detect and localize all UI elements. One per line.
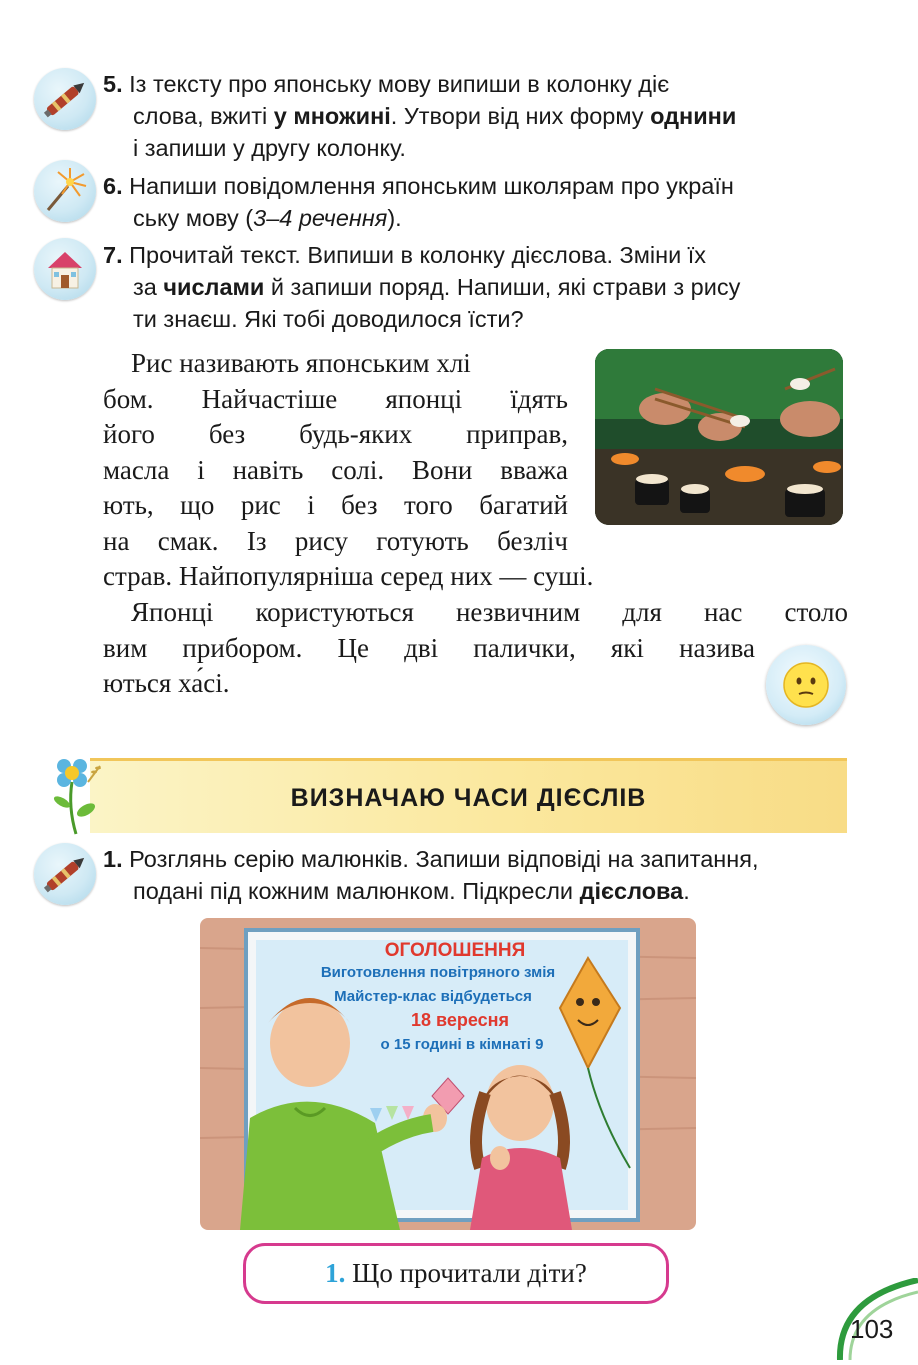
- poster-line: о 15 годині в кімнаті 9: [380, 1036, 544, 1053]
- italic-text: 3–4 речення: [253, 205, 388, 231]
- task-number: 6.: [103, 173, 123, 199]
- task-5: [103, 68, 848, 164]
- pen-task-icon: [34, 843, 96, 905]
- poster-line: 18 вересня: [410, 1010, 509, 1030]
- task-text: Розглянь серію малюнків. Запиши відповіді на запитання,: [129, 846, 759, 872]
- reading-line: Японці користуються незвичним для нас столо: [131, 597, 848, 627]
- poster-line: Майстер-клас відбудеться: [334, 988, 532, 1005]
- poster-line: Виготовлення повітряного змія: [320, 964, 556, 981]
- emphasis-text: числами: [163, 274, 265, 300]
- task-text: ську мову (: [133, 205, 254, 231]
- task-text: ).: [387, 205, 402, 231]
- task-text: Напиши повідомлення японським школярам про україн: [129, 173, 734, 199]
- poster-title: ОГОЛОШЕННЯ: [384, 940, 526, 961]
- task-text: за: [133, 274, 164, 300]
- task-text: слова, вжиті: [133, 103, 274, 129]
- house-task-icon: [34, 238, 96, 300]
- question-text: Що прочитали діти?: [352, 1258, 587, 1288]
- task-number: 5.: [103, 71, 123, 97]
- task-text: і запиши у другу колонку.: [133, 135, 406, 161]
- reading-paragraph-2: [103, 595, 848, 702]
- task-text: .: [683, 878, 690, 904]
- task-text: подані під кожним малюнком. Підкресли: [133, 878, 580, 904]
- reading-line: масла і навіть солі. Вони вважа: [103, 454, 568, 485]
- reading-line: ють, що рис і без того багатий: [103, 490, 568, 520]
- task-number: 7.: [103, 242, 123, 268]
- children-reading-poster-illustration: [200, 918, 696, 1230]
- question-box: [243, 1243, 669, 1304]
- emphasis-text: у множині: [273, 103, 391, 129]
- task-number: 1.: [103, 846, 123, 872]
- page-number: 103: [850, 1314, 894, 1344]
- smiley-icon: [766, 645, 846, 725]
- sparkler-task-icon: [34, 160, 96, 222]
- task-text: й запиши поряд. Напиши, які страви з рису: [264, 274, 741, 300]
- section-title: ВИЗНАЧАЮ ЧАСИ ДІЄСЛІВ: [290, 784, 647, 812]
- task-text: ти знаєш. Які тобі доводилося їсти?: [133, 306, 524, 332]
- emphasis-text: однини: [650, 103, 737, 129]
- task-7: [103, 239, 848, 335]
- reading-line: вим прибором. Це дві палички, які назива: [103, 632, 755, 663]
- question-number: 1.: [325, 1258, 346, 1288]
- reading-line: бом. Найчастіше японці їдять: [103, 383, 568, 414]
- reading-line: його без будь-яких приправ,: [103, 419, 568, 449]
- task-6: [103, 170, 848, 234]
- task-text: Із тексту про японську мову випиши в колонку діє: [129, 71, 670, 97]
- reading-line: на смак. Із рису готують безліч: [103, 525, 568, 556]
- task-1: [103, 843, 848, 907]
- sushi-photo: [595, 349, 843, 525]
- emphasis-text: дієслова: [579, 878, 684, 904]
- task-text: . Утвори від них форму: [390, 103, 651, 129]
- reading-paragraph-1: [103, 346, 568, 559]
- reading-line: страв. Найпопулярніша серед них — суші.: [103, 561, 594, 591]
- task-text: Прочитай текст. Випиши в колонку дієслова. Зміни їх: [129, 242, 707, 268]
- reading-line: Рис називають японським хлі: [131, 348, 471, 378]
- reading-line: ються ха́сі.: [103, 668, 230, 698]
- pen-task-icon: [34, 68, 96, 130]
